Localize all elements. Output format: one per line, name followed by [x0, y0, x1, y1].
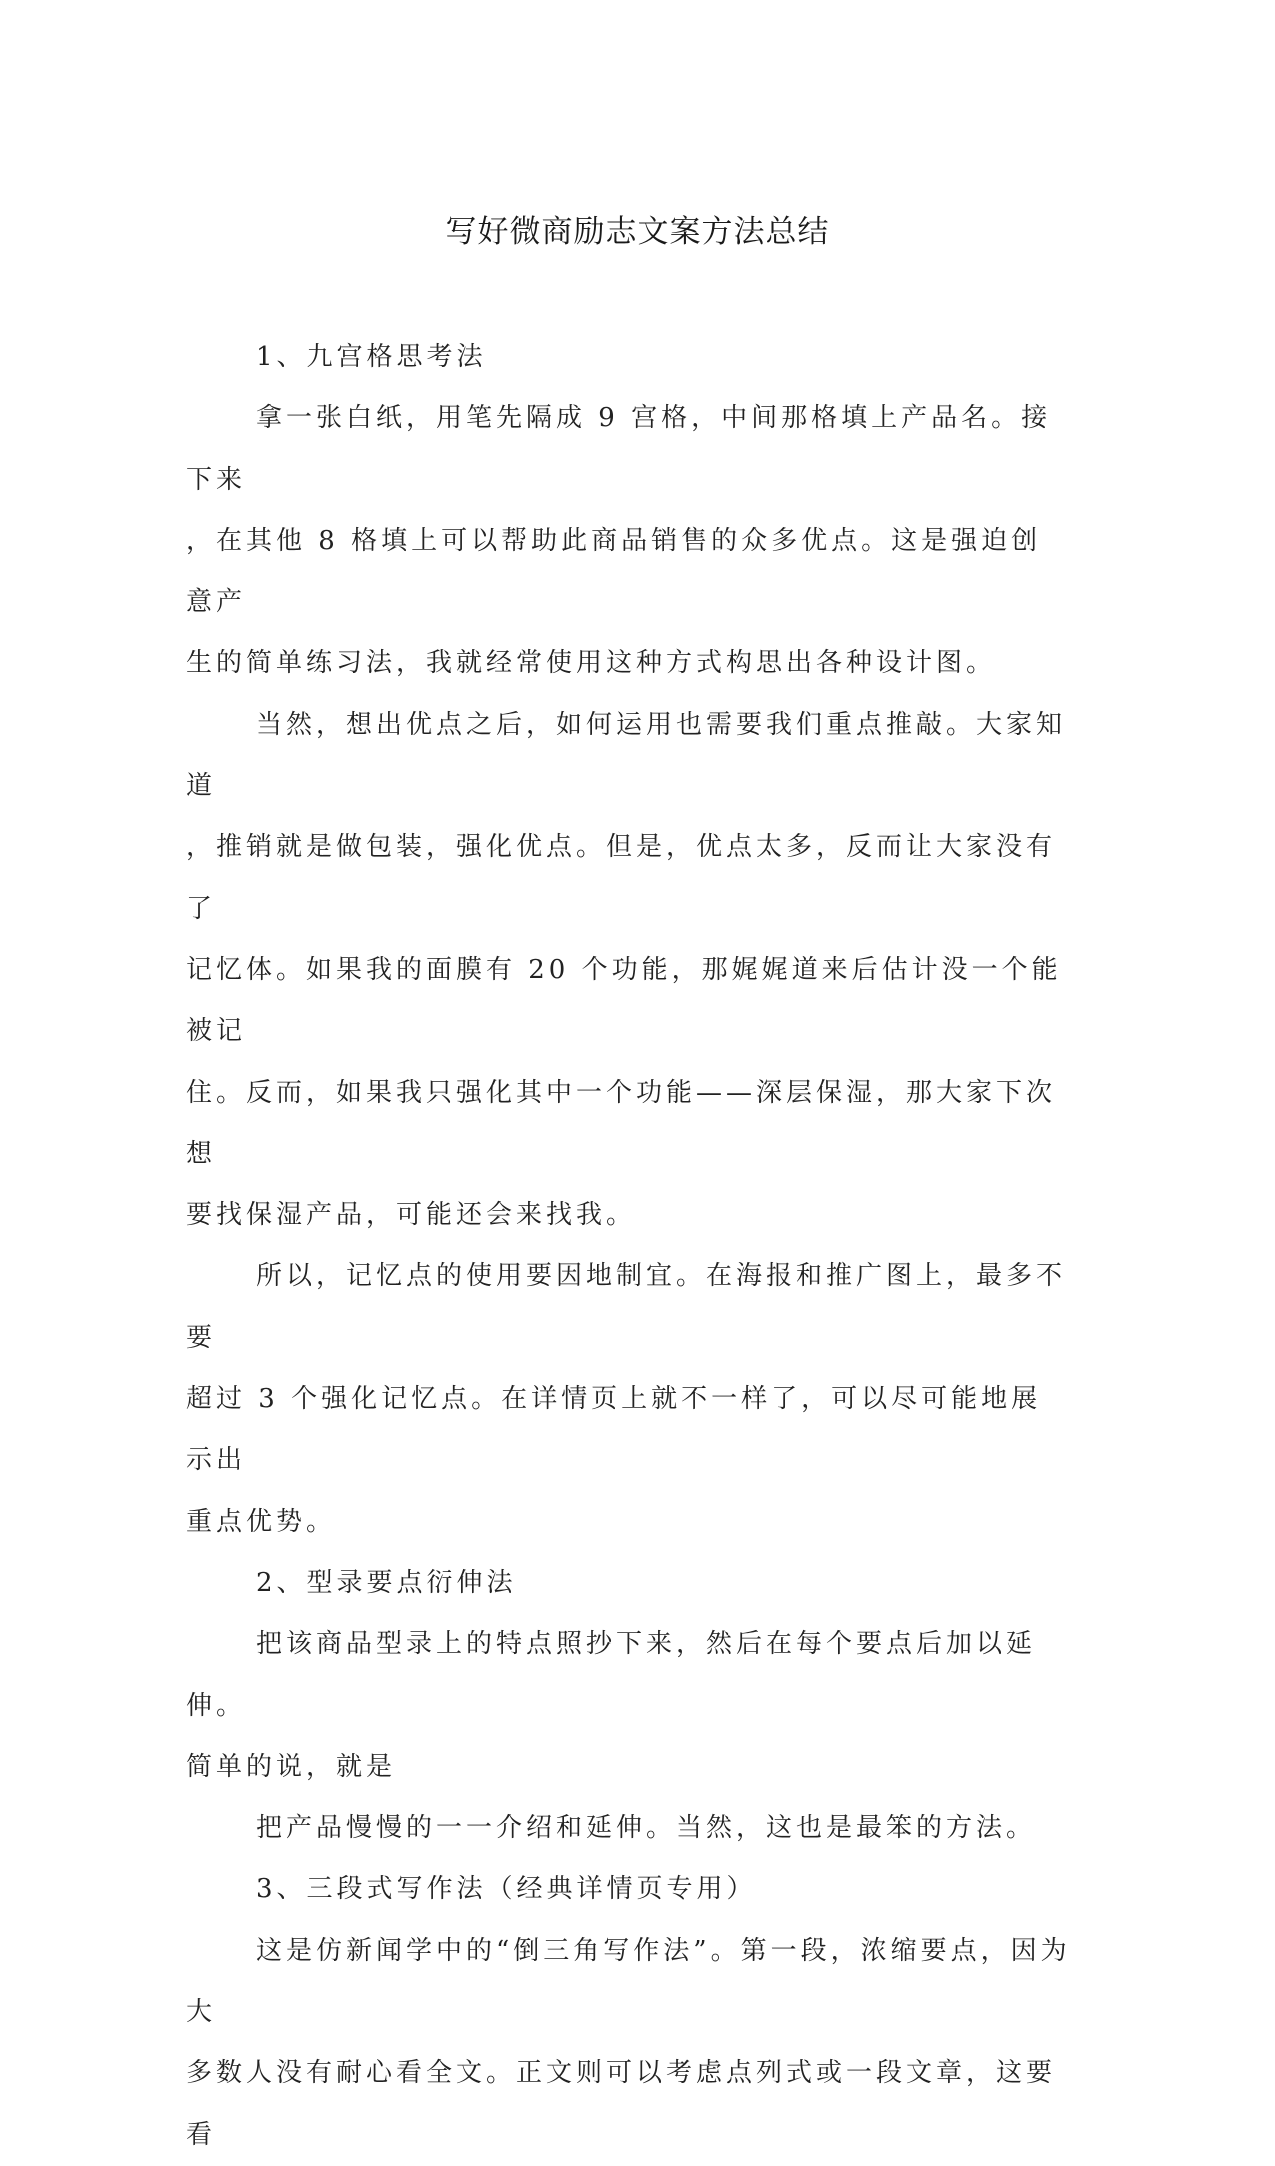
text-line: 这是仿新闻学中的“倒三角写作法”。第一段，浓缩要点，因为大: [186, 1935, 1071, 2028]
document-title: 写好微商励志文案方法总结: [445, 214, 830, 250]
text-line: 当然，想出优点之后，如何运用也需要我们重点推敲。大家知道: [186, 709, 1067, 802]
text-line: ，推销就是做包装，强化优点。但是，优点太多，反而让大家没有了: [186, 832, 1057, 924]
text-line: 2、型录要点衍伸法: [256, 1567, 517, 1598]
text-line: 要找保湿产品，可能还会来找我。: [186, 1200, 637, 1231]
text-line: 住。反而，如果我只强化其中一个功能——深层保湿，那大家下次想: [186, 1077, 1057, 1169]
document-body: [186, 327, 1071, 2166]
text-line: 超过 3 个强化记忆点。在详情页上就不一样了，可以尽可能地展示出: [186, 1384, 1042, 1476]
text-line: 把该商品型录上的特点照抄下来，然后在每个要点后加以延伸。: [186, 1629, 1037, 1721]
text-line: 多数人没有耐心看全文。正文则可以考虑点列式或一段文章，这要看: [186, 2058, 1057, 2150]
text-line: 1、九宫格思考法: [256, 342, 487, 372]
text-line: 所以，记忆点的使用要因地制宜。在海报和推广图上，最多不要: [186, 1261, 1067, 1353]
text-line: 简单的说，就是: [186, 1751, 397, 1782]
text-line: 记忆体。如果我的面膜有 20 个功能，那娓娓道来后估计没一个能被记: [186, 954, 1062, 1047]
text-line: 生的简单练习法，我就经常使用这种方式构思出各种设计图。: [186, 648, 997, 679]
text-line: 重点优势。: [186, 1506, 337, 1537]
text-line: 拿一张白纸，用笔先隔成 9 宫格，中间那格填上产品名。接下来: [186, 403, 1052, 495]
text-line: 3、三段式写作法（经典详情页专用）: [256, 1874, 757, 1905]
text-line: 把产品慢慢的一一介绍和延伸。当然，这也是最笨的方法。: [256, 1813, 1037, 1844]
text-line: ，在其他 8 格填上可以帮助此商品销售的众多优点。这是强迫创意产: [186, 525, 1042, 618]
